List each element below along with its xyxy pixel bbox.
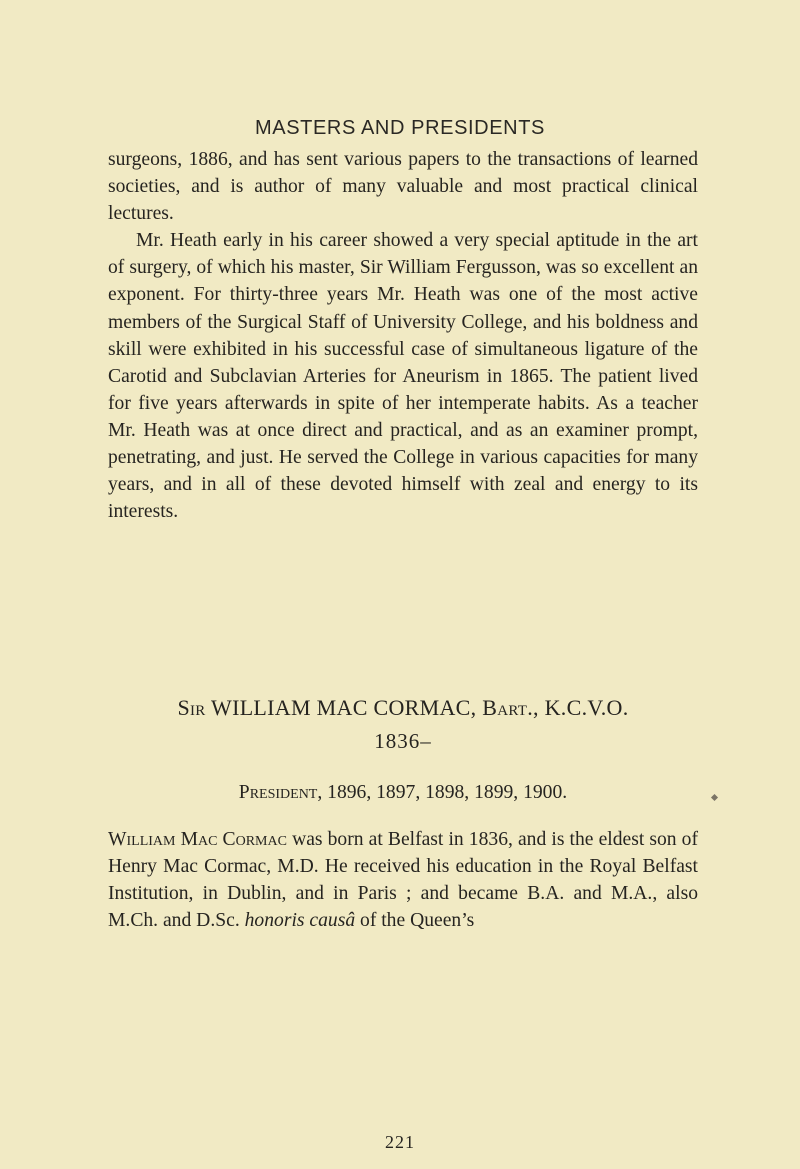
paragraph-continued: surgeons, 1886, and has sent various papers to the transactions of learned societies, and is author of many valuable and most practical clinical lectures. — [108, 149, 698, 225]
entry-title-suffix: Bart., K.C.V.O. — [482, 695, 629, 720]
paragraph-tail: of the Queen’s — [355, 910, 475, 932]
entry-heading — [108, 695, 698, 721]
paragraph-lead-name: William Mac Cormac — [108, 829, 287, 850]
entry-office-line: President, 1896, 1897, 1898, 1899, 1900. — [238, 782, 568, 803]
entry-name: WILLIAM MAC CORMAC, — [211, 695, 477, 720]
paragraph-heath-career: Mr. Heath early in his career showed a very special aptitude in the art of surgery, of which his master, Sir William Fergusson, was so excellent an exponent. For thirty-three years Mr. Heath was one of the most active members of the Surgical Staff of University College, and his boldness and skill were exhibited in his successful case of simultaneous ligature of the Carotid and Subclavian Arteries for Aneurism in 1865. The patient lived for five years afterwards in spite of her intemperate habits. As a teacher Mr. Heath was at once direct and practical, and as an examiner prompt, penetrating, and just. He served the College in various capacities for many years, and in all of these devoted himself with zeal and energy to its interests. — [108, 230, 698, 523]
body-text-top — [108, 146, 698, 525]
body-text-entry — [108, 826, 698, 934]
margin-mark-icon — [711, 794, 718, 801]
entry-title-prefix: Sir — [177, 695, 206, 720]
paragraph-italic-phrase: honoris causâ — [244, 910, 356, 932]
running-head: MASTERS AND PRESIDENTS — [255, 117, 545, 139]
page-number: 221 — [385, 1132, 415, 1152]
paragraph-text: was born at Belfast in 1836, and is the eldest son of Henry Mac Cormac, M.D. He received his education in the Royal Belfast Institution, in Dublin, and in Paris ; and became B.A. and M.A., also M.Ch. and D.Sc. — [108, 829, 699, 932]
paragraph-mac-cormac — [108, 826, 698, 934]
entry-years: 1836– — [374, 729, 432, 753]
